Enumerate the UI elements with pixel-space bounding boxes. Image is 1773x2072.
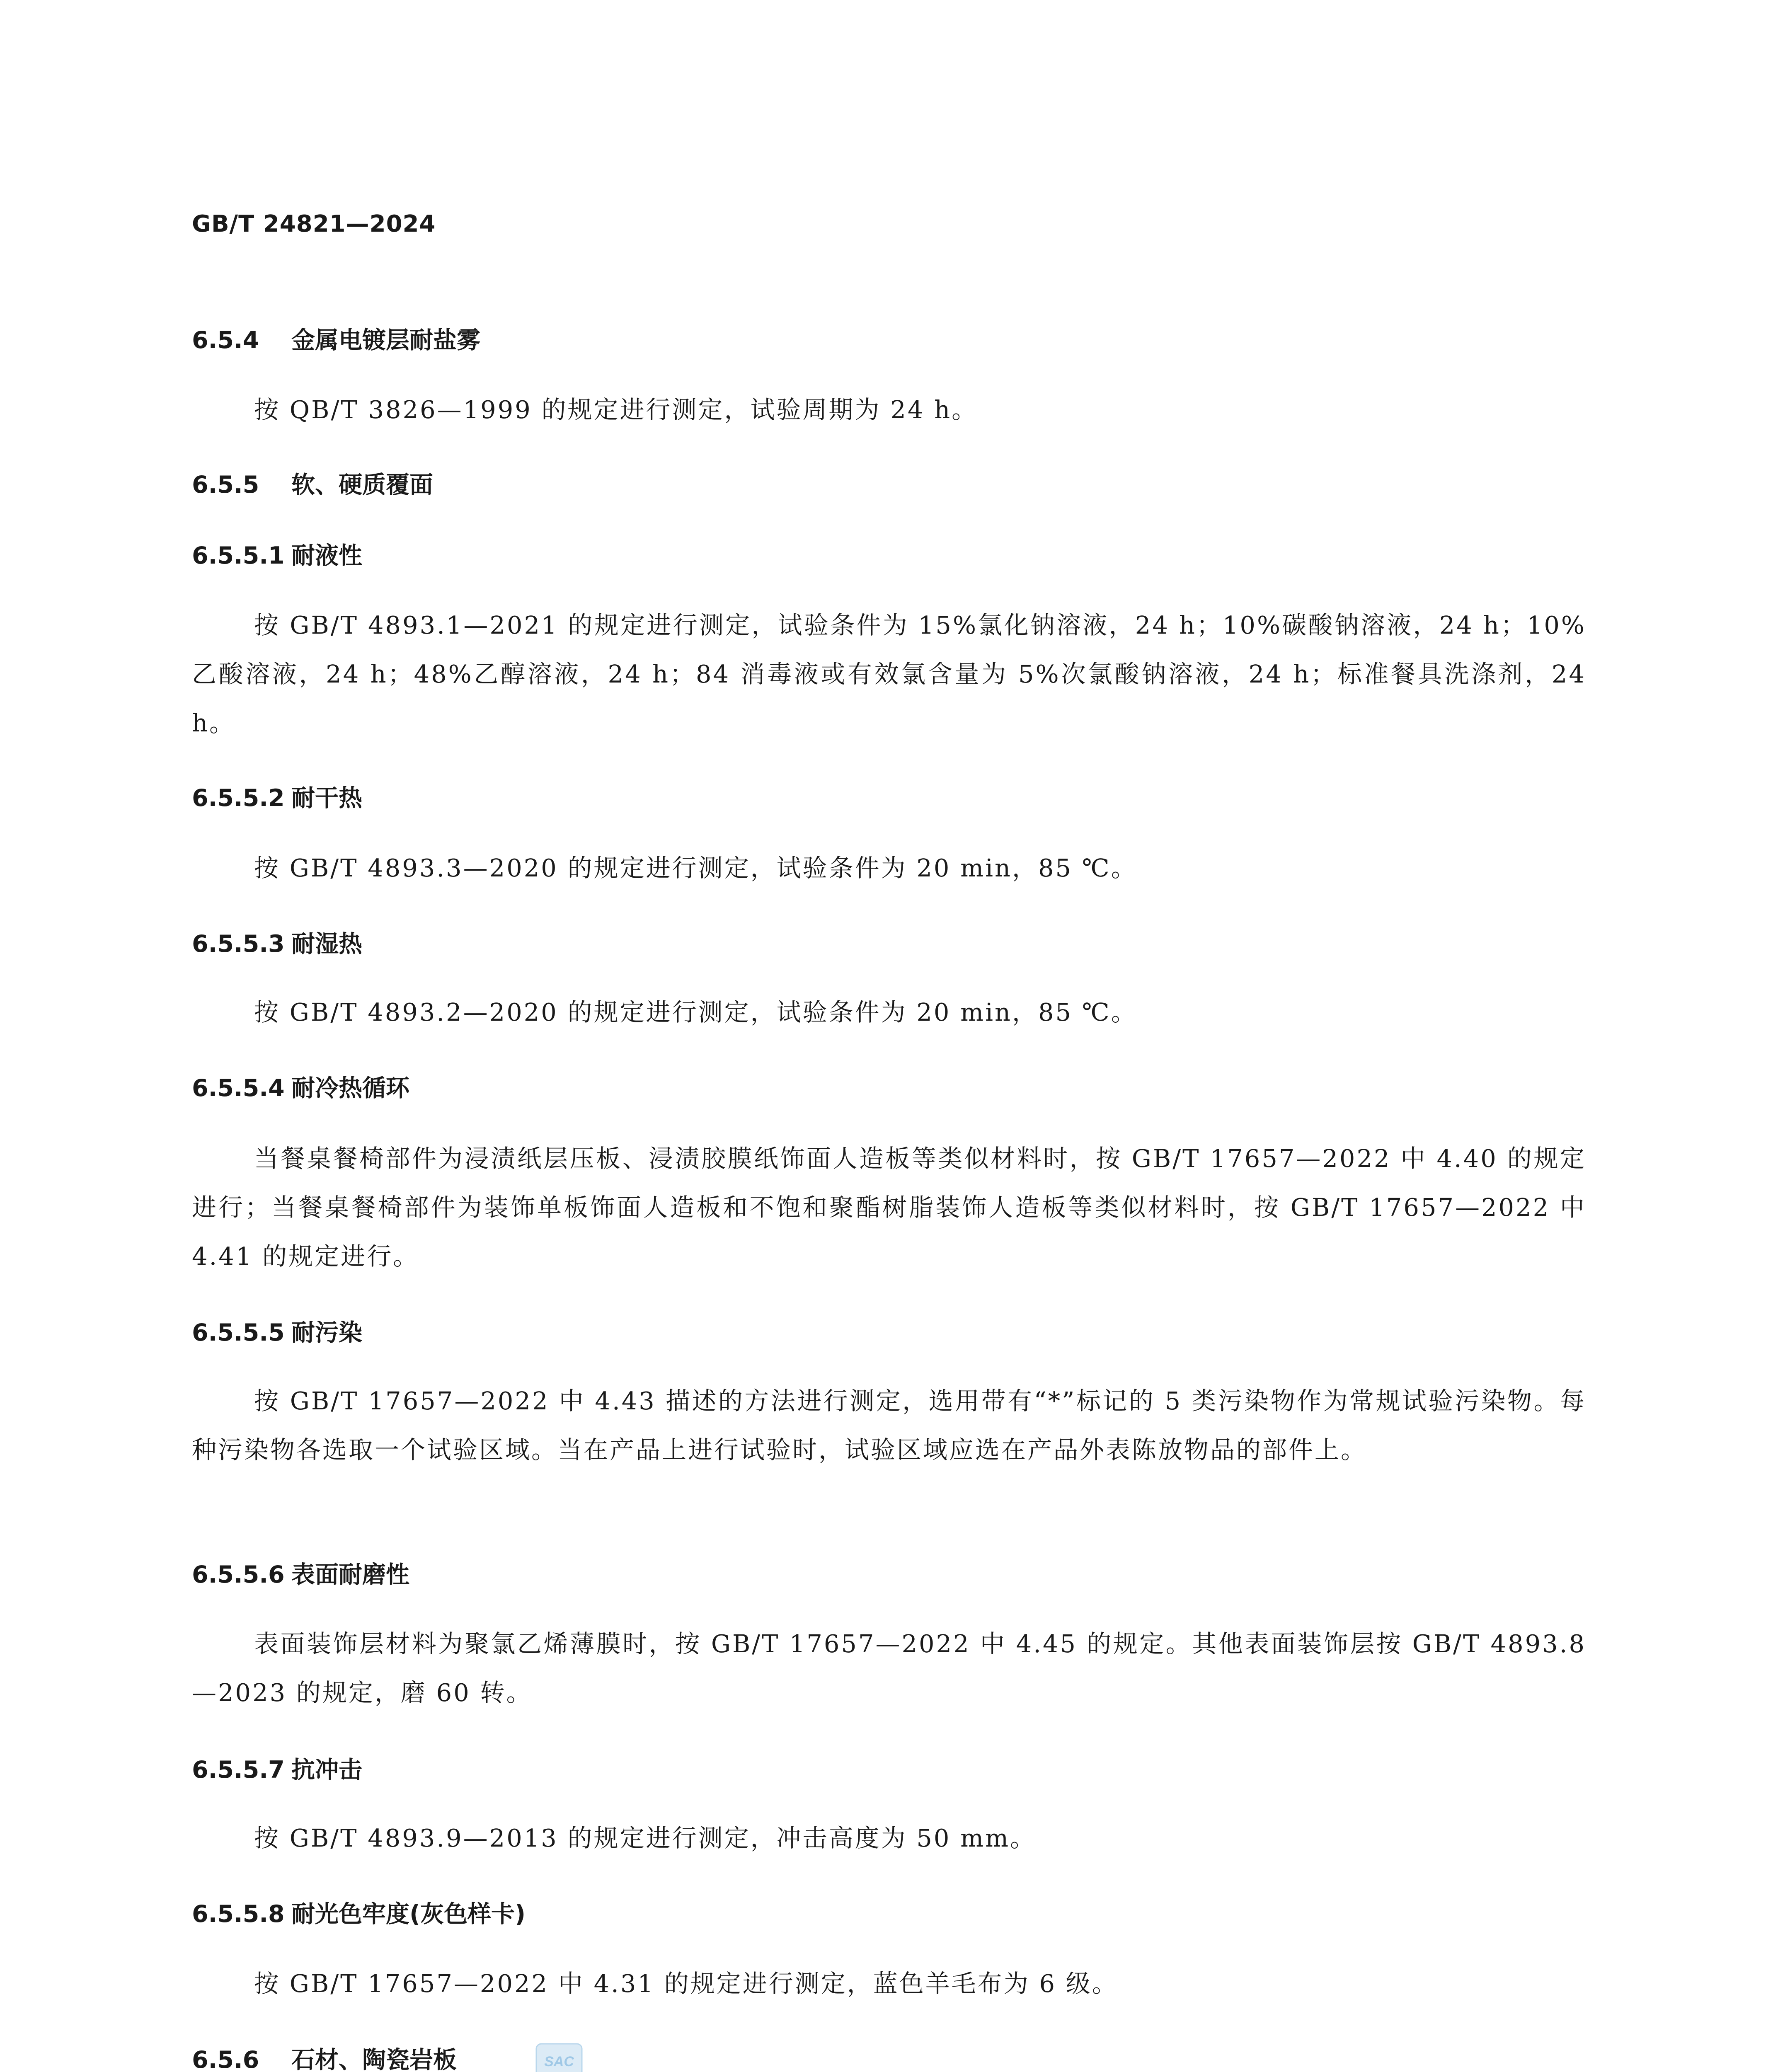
section-title: 金属电镀层耐盐雾	[291, 327, 480, 354]
section-title: 耐污染	[291, 1319, 362, 1346]
section-heading-6-5-5-8	[192, 1895, 526, 1929]
sac-watermark-logo	[535, 2042, 584, 2072]
section-number: 6.5.5.6	[192, 1561, 285, 1588]
section-title: 耐冷热循环	[291, 1075, 409, 1102]
section-number: 6.5.4	[192, 327, 259, 354]
section-number: 6.5.5.1	[192, 542, 285, 569]
section-number: 6.5.5.2	[192, 784, 285, 812]
section-number: 6.5.5.4	[192, 1075, 285, 1102]
section-heading-6-5-6	[192, 2041, 457, 2072]
section-number: 6.5.5.8	[192, 1900, 285, 1928]
section-number: 6.5.6	[192, 2046, 259, 2072]
section-title: 耐光色牢度(灰色样卡)	[291, 1900, 526, 1928]
section-heading-6-5-4	[192, 321, 480, 355]
section-title: 表面耐磨性	[291, 1561, 409, 1588]
paragraph: 当餐桌餐椅部件为浸渍纸层压板、浸渍胶膜纸饰面人造板等类似材料时，按 GB/T 17657—2022 中 4.40 的规定进行；当餐桌餐椅部件为装饰单板饰面人造板和不饱和聚酯树脂装饰人造板等类似材料时，按 GB/T 17657—2022 中 4.41 的规定进行。	[192, 1144, 1586, 1271]
section-heading-6-5-5-7	[192, 1751, 362, 1785]
section-heading-6-5-5-3	[192, 925, 362, 959]
section-title: 抗冲击	[291, 1756, 362, 1784]
paragraph: 按 GB/T 17657—2022 中 4.43 描述的方法进行测定，选用带有“*”标记的 5 类污染物作为常规试验污染物。每种污染物各选取一个试验区域。当在产品上进行试验时，试验区域应选在产品外表陈放物品的部件上。	[192, 1387, 1586, 1464]
paragraph: 按 QB/T 3826—1999 的规定进行测定，试验周期为 24 h。	[254, 395, 978, 424]
svg-text:SAC: SAC	[544, 2054, 574, 2070]
section-number: 6.5.5.5	[192, 1319, 285, 1346]
section-number: 6.5.5.7	[192, 1756, 285, 1784]
paragraph: 按 GB/T 17657—2022 中 4.31 的规定进行测定，蓝色羊毛布为 6 级。	[254, 1969, 1118, 1998]
section-title: 石材、陶瓷岩板	[291, 2046, 457, 2072]
paragraph: 表面装饰层材料为聚氯乙烯薄膜时，按 GB/T 17657—2022 中 4.45 的规定。其他表面装饰层按 GB/T 4893.8—2023 的规定，磨 60 转。	[192, 1629, 1586, 1707]
section-heading-6-5-5-5	[192, 1314, 362, 1348]
section-number: 6.5.5.3	[192, 930, 285, 958]
section-heading-6-5-5	[192, 466, 433, 500]
section-heading-6-5-5-1	[192, 537, 362, 571]
paragraph: 按 GB/T 4893.2—2020 的规定进行测定，试验条件为 20 min，85 ℃。	[254, 998, 1137, 1026]
section-heading-6-5-5-4	[192, 1069, 409, 1103]
paragraph: 按 GB/T 4893.1—2021 的规定进行测定，试验条件为 15%氯化钠溶液，24 h；10%碳酸钠溶液，24 h；10%乙酸溶液，24 h；48%乙醇溶液，24 h；84 消毒液或有效氯含量为 5%次氯酸钠溶液，24 h；标准餐具洗涤剂，24 h。	[192, 611, 1586, 737]
paragraph: 按 GB/T 4893.9—2013 的规定进行测定，冲击高度为 50 mm。	[254, 1824, 1037, 1852]
section-heading-6-5-5-6	[192, 1556, 409, 1590]
section-title: 耐湿热	[291, 930, 362, 958]
paragraph: 按 GB/T 4893.3—2020 的规定进行测定，试验条件为 20 min，85 ℃。	[254, 854, 1137, 882]
section-title: 耐液性	[291, 542, 362, 569]
section-number: 6.5.5	[192, 471, 259, 499]
section-title: 耐干热	[291, 784, 362, 812]
section-heading-6-5-5-2	[192, 779, 362, 813]
standard-code: GB/T 24821—2024	[192, 211, 436, 237]
section-title: 软、硬质覆面	[291, 471, 433, 499]
